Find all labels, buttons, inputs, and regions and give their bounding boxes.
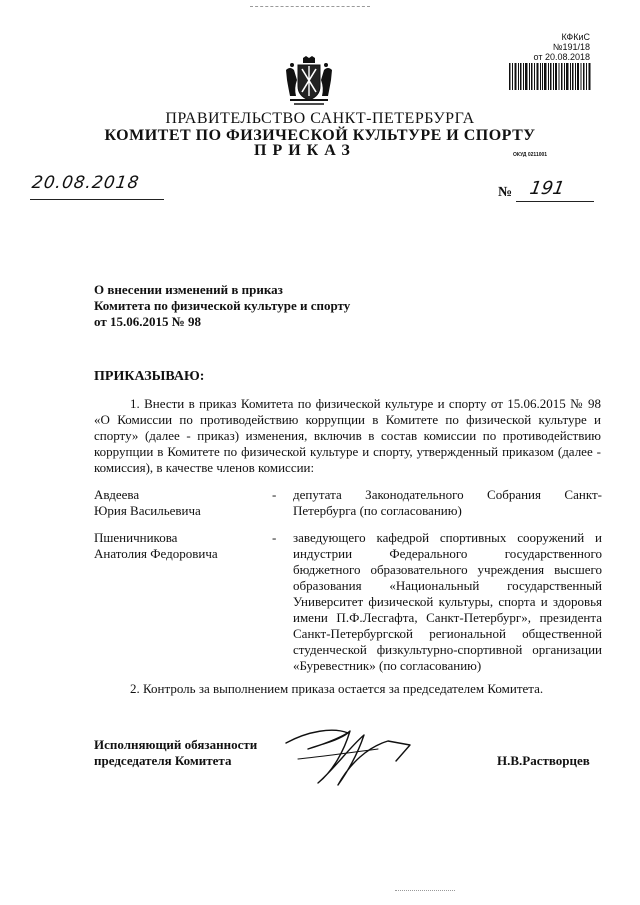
- order-number-handwritten: 191: [528, 178, 567, 199]
- document-type-title: ПРИКАЗ: [254, 142, 356, 159]
- signer-title-line-2: председателя Комитета: [94, 753, 232, 768]
- order-subject: [94, 282, 350, 330]
- handwritten-signature: [278, 723, 418, 791]
- member-name: [94, 487, 201, 519]
- signer-name: Н.В.Растворцев: [497, 753, 590, 768]
- order-item-1-text: 1. Внести в приказ Комитета по физической культуре и спорту от 15.06.2015 № 98 «О Комиссии по противодействию коррупции в Комитете по физической культуре и спорту» (далее - приказ) изменения, включив в состав комиссии по противодействию коррупции в Комитете по физической культуре и спорту, утвержденный приказом (далее - комиссия), в качестве членов комиссии:: [94, 396, 601, 475]
- member-description: заведующего кафедрой спортивных сооружений и индустрии Федерального государственного бюджетного образовательного учреждения высшего образования «Национальный государственный Университет физической культуры, спорта и здоровья имени П.Ф.Лесгафта, Санкт-Петербург», президента Санкт-Петербургской региональной общественной студенческой физкультурно-спортивной организации «Буревестник» (по согласованию): [293, 530, 602, 673]
- registration-stamp: [506, 32, 590, 62]
- subject-line-3: от 15.06.2015 № 98: [94, 314, 202, 329]
- subject-line-1: О внесении изменений в приказ: [94, 282, 283, 297]
- coat-of-arms-icon: [284, 56, 334, 108]
- member-surname: Авдеева: [94, 487, 140, 502]
- signer-title-line-1: Исполняющий обязанности: [94, 737, 258, 752]
- order-number-label: №: [498, 185, 513, 200]
- member-dash: -: [272, 487, 277, 502]
- member-given-names: Юрия Васильевича: [94, 503, 201, 518]
- government-title: ПРАВИТЕЛЬСТВО САНКТ-ПЕТЕРБУРГА: [165, 110, 475, 127]
- order-item-2: 2. Контроль за выполнением приказа остается за председателем Комитета.: [130, 681, 544, 696]
- stamp-org: КФКиС: [561, 32, 590, 42]
- stamp-date: от 20.08.2018: [533, 52, 590, 62]
- scan-edge-top: [250, 6, 370, 7]
- member-dash: -: [272, 530, 277, 545]
- subject-line-2: Комитета по физической культуре и спорту: [94, 298, 351, 313]
- order-date-handwritten: 20.08.2018: [30, 173, 141, 193]
- okud-code: ОКУД 0211001: [513, 152, 548, 158]
- signer-title: [94, 737, 257, 769]
- member-description: депутата Законодательного Собрания Санкт-Петербурга (по согласованию): [293, 487, 602, 518]
- member-name: [94, 530, 218, 562]
- member-surname: Пшеничникова: [94, 530, 178, 545]
- committee-title: КОМИТЕТ ПО ФИЗИЧЕСКОЙ КУЛЬТУРЕ И СПОРТУ: [104, 127, 536, 144]
- order-item-1: [94, 396, 601, 476]
- barcode-icon: [509, 63, 591, 90]
- stamp-number: №191/18: [552, 42, 590, 52]
- member-given-names: Анатолия Федоровича: [94, 546, 218, 561]
- scan-edge-bottom: [395, 890, 455, 891]
- order-heading: ПРИКАЗЫВАЮ:: [94, 369, 205, 384]
